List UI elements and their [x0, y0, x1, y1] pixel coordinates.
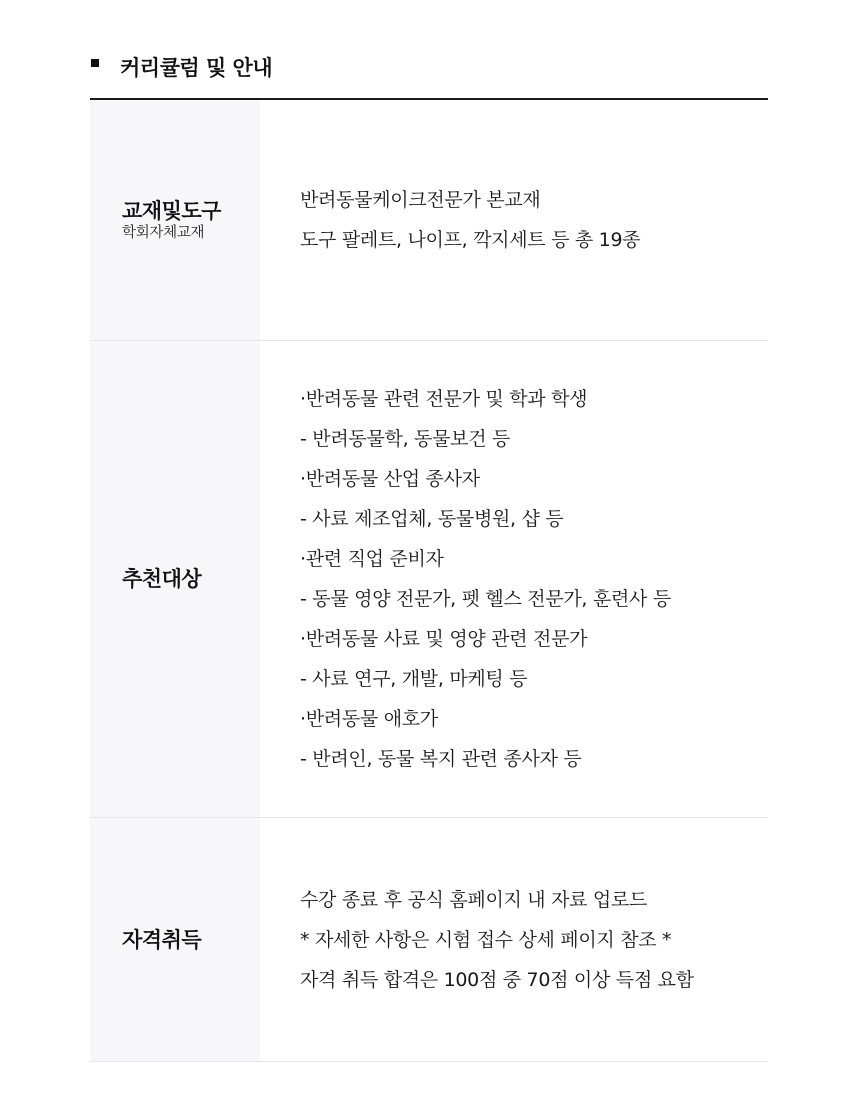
content-line: - 사료 연구, 개발, 마케팅 등 [300, 668, 528, 690]
content-line: 자격 취득 합격은 100점 중 70점 이상 득점 요함 [300, 968, 694, 991]
row-content-cell [260, 100, 768, 340]
row-label-cell [90, 341, 260, 817]
content-line: ·반려동물 관련 전문가 및 학과 학생 [300, 388, 588, 410]
row-sublabel: 학회자체교재 [122, 225, 205, 241]
content-line: 도구 팔레트, 나이프, 깍지세트 등 총 19종 [300, 229, 641, 251]
content-line: 반려동물케이크전문가 본교재 [300, 189, 541, 211]
row-content-cell [260, 341, 768, 817]
content-line: ·반려동물 애호가 [300, 708, 438, 730]
info-table [90, 100, 768, 1062]
content-line: * 자세한 사항은 시험 접수 상세 페이지 참조 * [300, 928, 672, 951]
content-line: ·관련 직업 준비자 [300, 548, 444, 570]
content-line: - 반려인, 동물 복지 관련 종사자 등 [300, 748, 582, 770]
row-label: 추천대상 [122, 567, 202, 591]
table-row-materials [90, 100, 768, 341]
table-row-target-audience [90, 341, 768, 818]
row-label: 자격취득 [122, 927, 202, 952]
square-bullet-icon [91, 59, 99, 67]
section-header [90, 50, 768, 100]
content-line: 수강 종료 후 공식 홈페이지 내 자료 업로드 [300, 888, 648, 911]
content-line: - 동물 영양 전문가, 펫 헬스 전문가, 훈련사 등 [300, 588, 671, 610]
row-label: 교재및도구 [122, 199, 221, 223]
table-row-certification [90, 818, 768, 1062]
content-line: - 반려동물학, 동물보건 등 [300, 428, 511, 450]
content-line: - 사료 제조업체, 동물병원, 샵 등 [300, 508, 564, 530]
section-title: 커리큘럼 및 안내 [120, 56, 273, 80]
row-label-cell [90, 100, 260, 340]
row-label-cell [90, 818, 260, 1061]
content-line: ·반려동물 산업 종사자 [300, 468, 480, 490]
row-content-cell [260, 818, 768, 1061]
content-line: ·반려동물 사료 및 영양 관련 전문가 [300, 628, 588, 650]
